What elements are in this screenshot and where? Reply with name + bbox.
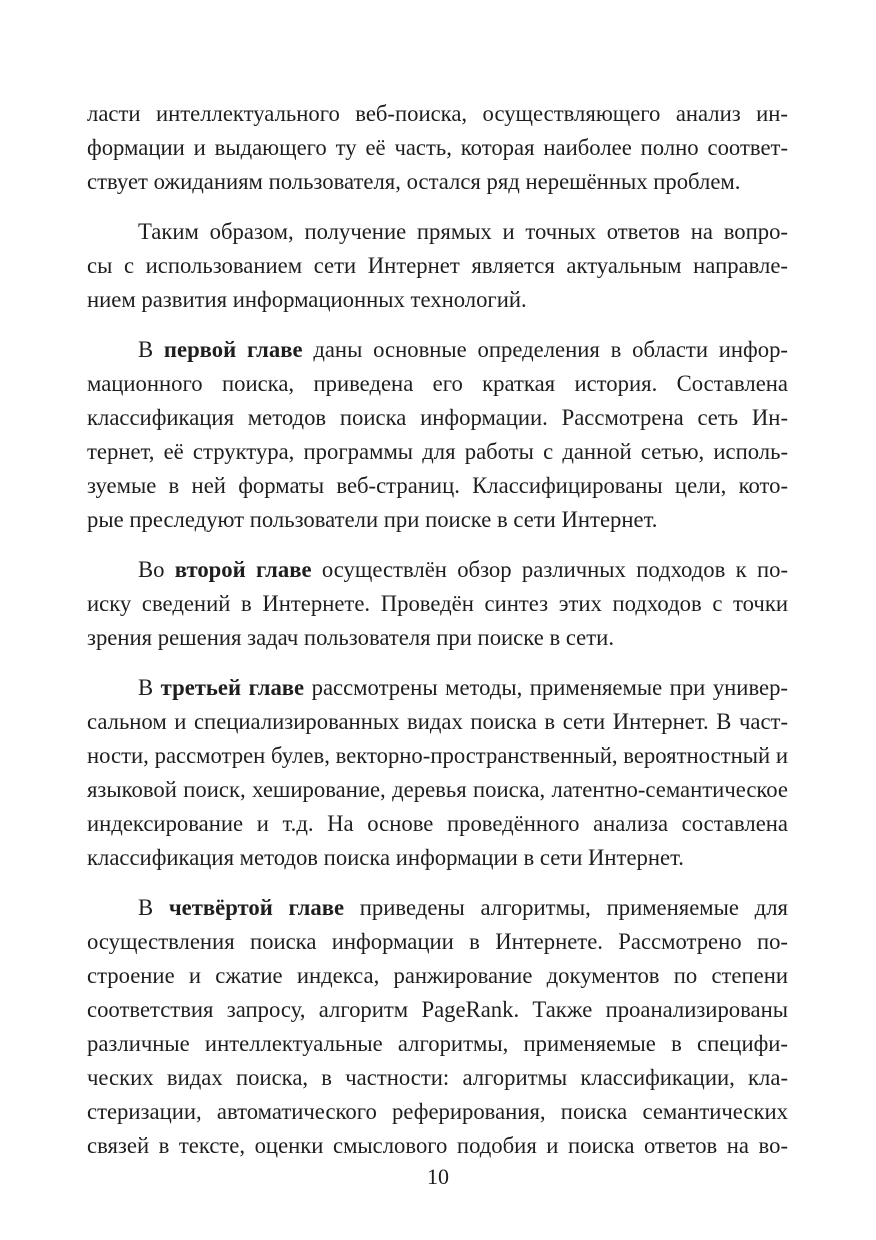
text-line: языковой поиск, хеширование, деревья поиска, латентно-семантическое — [87, 777, 788, 802]
line-prefix: В — [138, 895, 169, 920]
paragraph-summary — [87, 215, 788, 317]
line-suffix: даны основные определения в области инфор- — [302, 337, 788, 362]
paragraph-chapter-1 — [87, 333, 788, 537]
paragraph-chapter-3 — [87, 671, 788, 875]
paragraph-continuation — [87, 97, 788, 199]
text-line — [87, 553, 788, 587]
text-line: ческих видах поиска, в частности: алгоритмы классификации, кла- — [87, 1065, 788, 1090]
chapter-2-emphasis: второй главе — [174, 557, 312, 582]
text-line: классификация методов поиска информации в сети Интернет. — [87, 845, 684, 870]
text-line: соответствия запросу, алгоритм PageRank. Также проанализированы — [87, 997, 788, 1022]
text-line: классификация методов поиска информации. Рассмотрена сеть Ин- — [87, 405, 788, 430]
text-line: рые преследуют пользователи при поиске в сети Интернет. — [87, 507, 658, 532]
page-number: 10 — [427, 1164, 449, 1189]
chapter-4-emphasis: четвёртой главе — [168, 895, 345, 920]
text-line: стеризации, автоматического реферирования, поиска семантических — [87, 1099, 788, 1124]
text-line: индексирование и т.д. На основе проведённого анализа составлена — [87, 811, 788, 836]
line-prefix: В — [138, 337, 164, 362]
paragraph-chapter-2 — [87, 553, 788, 655]
line-prefix: Во — [138, 557, 175, 582]
text-line: тернет, её структура, программы для работы с данной сетью, исполь- — [87, 439, 788, 464]
line-suffix: приведены алгоритмы, применяемые для — [344, 895, 788, 920]
text-line — [87, 671, 788, 705]
line-suffix: рассмотрены методы, применяемые при универ- — [304, 675, 788, 700]
text-line: сы с использованием сети Интернет является актуальным направле- — [87, 253, 788, 278]
text-line — [87, 891, 788, 925]
text-line: осуществления поиска информации в Интернете. Рассмотрено по- — [87, 929, 788, 954]
chapter-3-emphasis: третьей главе — [160, 675, 305, 700]
text-line: различные интеллектуальные алгоритмы, применяемые в специфи- — [87, 1031, 788, 1056]
text-line: ности, рассмотрен булев, векторно-пространственный, вероятностный и — [87, 743, 788, 768]
text-line: нием развития информационных технологий. — [87, 287, 527, 312]
text-line: сальном и специализированных видах поиска в сети Интернет. В част- — [87, 709, 788, 734]
paragraph-chapter-4 — [87, 891, 788, 1163]
text-line: ствует ожиданиям пользователя, остался ряд нерешённых проблем. — [87, 169, 741, 194]
text-line: формации и выдающего ту её часть, которая наиболее полно соответ- — [87, 135, 788, 160]
text-line: мационного поиска, приведена его краткая история. Составлена — [87, 371, 788, 396]
text-line: Таким образом, получение прямых и точных ответов на вопро- — [138, 219, 788, 244]
text-line: строение и сжатие индекса, ранжирование документов по степени — [87, 963, 788, 988]
page-body-text — [87, 97, 788, 1163]
line-suffix: осуществлён обзор различных подходов к по- — [311, 557, 788, 582]
text-line: ласти интеллектуального веб-поиска, осуществляющего анализ ин- — [87, 101, 788, 126]
text-line: зуемые в ней форматы веб-страниц. Классифицированы цели, кото- — [87, 473, 788, 498]
text-line: связей в тексте, оценки смыслового подобия и поиска ответов на во- — [87, 1133, 788, 1158]
text-line: иску сведений в Интернете. Проведён синтез этих подходов с точки — [87, 591, 788, 616]
text-line: зрения решения задач пользователя при поиске в сети. — [87, 625, 614, 650]
chapter-1-emphasis: первой главе — [163, 337, 303, 362]
text-line — [87, 333, 788, 367]
line-prefix: В — [138, 675, 161, 700]
